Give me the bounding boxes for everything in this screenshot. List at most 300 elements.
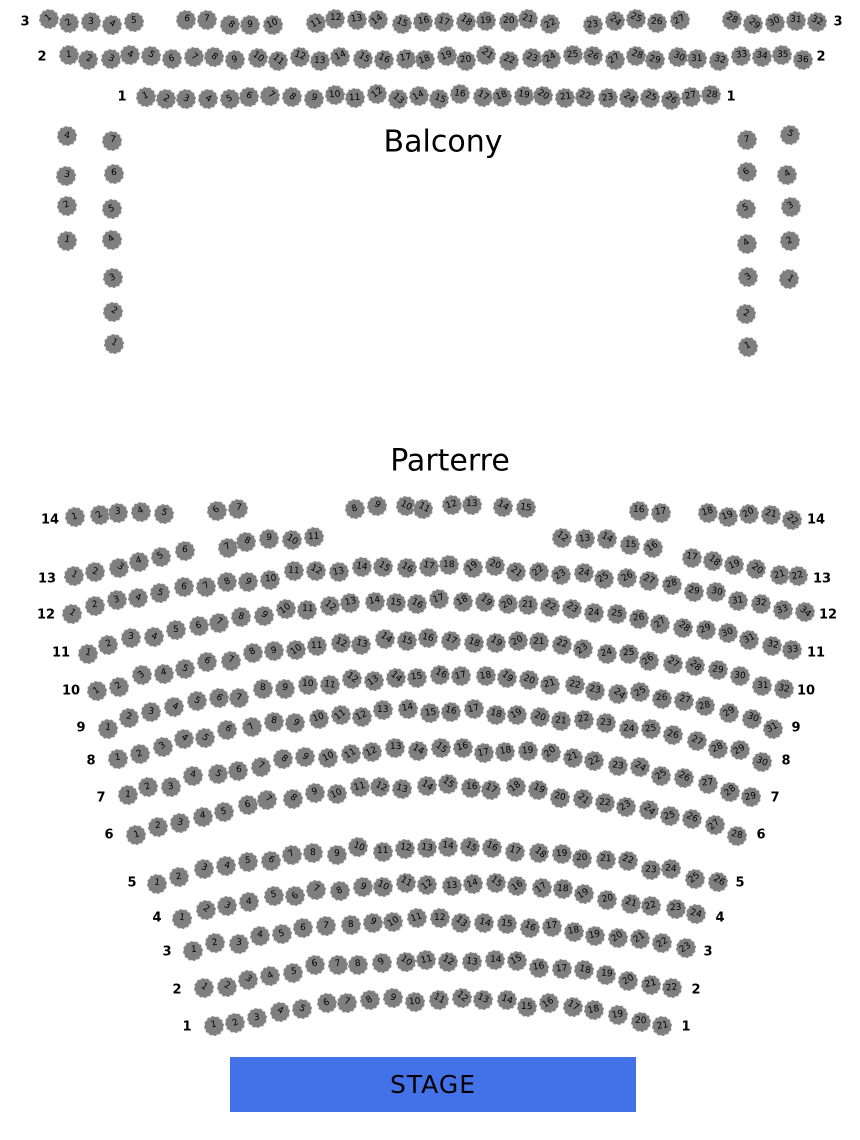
seat[interactable] — [225, 50, 245, 70]
seat[interactable] — [738, 267, 758, 287]
seat[interactable] — [552, 959, 572, 979]
seat[interactable] — [238, 852, 258, 872]
seat[interactable] — [605, 50, 625, 70]
seat[interactable] — [345, 499, 365, 519]
seat[interactable] — [264, 886, 284, 906]
seat[interactable] — [285, 886, 305, 906]
seat[interactable] — [375, 629, 395, 649]
seat[interactable] — [630, 682, 650, 702]
seat[interactable] — [621, 894, 641, 914]
seat[interactable] — [661, 90, 681, 110]
seat[interactable] — [304, 527, 324, 547]
seat[interactable] — [752, 47, 772, 67]
seat[interactable] — [476, 666, 496, 686]
seat[interactable] — [370, 777, 390, 797]
seat[interactable] — [248, 48, 268, 68]
seat[interactable] — [372, 953, 392, 973]
seat[interactable] — [727, 826, 747, 846]
seat[interactable] — [562, 599, 582, 619]
seat[interactable] — [264, 712, 284, 732]
seat[interactable] — [485, 950, 505, 970]
seat[interactable] — [708, 739, 728, 759]
seat[interactable] — [141, 702, 161, 722]
seat[interactable] — [309, 709, 329, 729]
seat[interactable] — [367, 496, 387, 516]
seat[interactable] — [56, 166, 76, 186]
seat[interactable] — [352, 557, 372, 577]
seat[interactable] — [174, 577, 194, 597]
seat[interactable] — [253, 679, 273, 699]
seat[interactable] — [57, 231, 77, 251]
seat[interactable] — [741, 787, 761, 807]
seat[interactable] — [608, 1005, 628, 1025]
seat[interactable] — [408, 741, 428, 761]
seat[interactable] — [85, 562, 105, 582]
seat[interactable] — [373, 700, 393, 720]
seat[interactable] — [661, 859, 681, 879]
seat[interactable] — [172, 909, 192, 929]
seat[interactable] — [353, 877, 373, 897]
seat[interactable] — [706, 582, 726, 602]
seat[interactable] — [506, 777, 526, 797]
seat[interactable] — [495, 742, 515, 762]
seat[interactable] — [251, 757, 271, 777]
seat[interactable] — [236, 532, 256, 552]
seat[interactable] — [429, 589, 449, 609]
seat[interactable] — [282, 530, 302, 550]
seat[interactable] — [520, 918, 540, 938]
seat[interactable] — [682, 548, 702, 568]
seat[interactable] — [687, 49, 707, 69]
seat[interactable] — [532, 878, 552, 898]
seat[interactable] — [217, 720, 237, 740]
seat[interactable] — [553, 879, 573, 899]
seat[interactable] — [131, 502, 151, 522]
seat[interactable] — [660, 806, 680, 826]
seat[interactable] — [676, 938, 696, 958]
seat[interactable] — [497, 990, 517, 1010]
seat[interactable] — [197, 652, 217, 672]
seat[interactable] — [780, 231, 800, 251]
seat[interactable] — [518, 741, 538, 761]
seat[interactable] — [476, 45, 496, 65]
seat[interactable] — [330, 47, 350, 67]
seat[interactable] — [516, 498, 536, 518]
seat[interactable] — [385, 738, 405, 758]
seat[interactable] — [57, 196, 77, 216]
seat[interactable] — [529, 843, 549, 863]
seat[interactable] — [737, 234, 757, 254]
seat[interactable] — [104, 334, 124, 354]
seat[interactable] — [183, 941, 203, 961]
seat[interactable] — [619, 88, 639, 108]
seat[interactable] — [529, 632, 549, 652]
seat[interactable] — [456, 51, 476, 71]
seat[interactable] — [305, 955, 325, 975]
seat[interactable] — [641, 719, 661, 739]
seat[interactable] — [451, 666, 471, 686]
seat[interactable] — [187, 691, 207, 711]
seat[interactable] — [268, 51, 288, 71]
seat[interactable] — [551, 711, 571, 731]
seat[interactable] — [518, 9, 538, 29]
seat[interactable] — [507, 876, 527, 896]
seat[interactable] — [685, 656, 705, 676]
seat[interactable] — [102, 15, 122, 35]
seat[interactable] — [574, 710, 594, 730]
seat[interactable] — [341, 744, 361, 764]
seat[interactable] — [331, 705, 351, 725]
seat[interactable] — [102, 230, 122, 250]
seat[interactable] — [608, 756, 628, 776]
seat[interactable] — [639, 651, 659, 671]
seat[interactable] — [541, 743, 561, 763]
seat[interactable] — [325, 85, 345, 105]
seat[interactable] — [98, 719, 118, 739]
seat[interactable] — [595, 793, 615, 813]
seat[interactable] — [102, 199, 122, 219]
seat[interactable] — [718, 507, 738, 527]
seat[interactable] — [539, 993, 559, 1013]
seat[interactable] — [107, 590, 127, 610]
seat[interactable] — [409, 86, 429, 106]
seat[interactable] — [751, 594, 771, 614]
seat[interactable] — [743, 14, 763, 34]
seat[interactable] — [552, 635, 572, 655]
seat[interactable] — [452, 988, 472, 1008]
seat[interactable] — [442, 876, 462, 896]
seat[interactable] — [209, 688, 229, 708]
seat[interactable] — [505, 842, 525, 862]
seat[interactable] — [273, 749, 293, 769]
seat[interactable] — [499, 12, 519, 32]
seat[interactable] — [207, 501, 227, 521]
seat[interactable] — [540, 14, 560, 34]
seat[interactable] — [687, 731, 707, 751]
seat[interactable] — [141, 46, 161, 66]
seat[interactable] — [474, 913, 494, 933]
seat[interactable] — [386, 593, 406, 613]
seat[interactable] — [763, 719, 783, 739]
seat[interactable] — [238, 970, 258, 990]
seat[interactable] — [290, 47, 310, 67]
seat[interactable] — [148, 817, 168, 837]
seat[interactable] — [563, 748, 583, 768]
seat[interactable] — [295, 747, 315, 767]
seat[interactable] — [639, 800, 659, 820]
seat[interactable] — [565, 675, 585, 695]
seat[interactable] — [283, 789, 303, 809]
seat[interactable] — [250, 926, 270, 946]
seat[interactable] — [752, 676, 772, 696]
seat[interactable] — [283, 963, 303, 983]
seat[interactable] — [441, 702, 461, 722]
seat[interactable] — [183, 766, 203, 786]
seat[interactable] — [293, 918, 313, 938]
seat[interactable] — [347, 10, 367, 30]
seat[interactable] — [121, 628, 141, 648]
seat[interactable] — [351, 635, 371, 655]
seat[interactable] — [584, 1000, 604, 1020]
seat[interactable] — [189, 616, 209, 636]
seat[interactable] — [225, 1013, 245, 1033]
seat[interactable] — [519, 670, 539, 690]
seat[interactable] — [641, 860, 661, 880]
seat[interactable] — [737, 162, 757, 182]
seat[interactable] — [340, 593, 360, 613]
seat[interactable] — [486, 633, 506, 653]
seat[interactable] — [101, 49, 121, 69]
seat[interactable] — [415, 50, 435, 70]
seat[interactable] — [670, 10, 690, 30]
seat[interactable] — [220, 15, 240, 35]
seat[interactable] — [138, 777, 158, 797]
seat[interactable] — [196, 900, 216, 920]
seat[interactable] — [325, 9, 345, 29]
seat[interactable] — [780, 125, 800, 145]
seat[interactable] — [616, 797, 636, 817]
seat[interactable] — [770, 565, 790, 585]
seat[interactable] — [626, 46, 646, 66]
seat[interactable] — [456, 12, 476, 32]
seat[interactable] — [650, 614, 670, 634]
seat[interactable] — [132, 665, 152, 685]
seat[interactable] — [239, 87, 259, 107]
seat[interactable] — [78, 50, 98, 70]
seat[interactable] — [437, 46, 457, 66]
seat[interactable] — [439, 555, 459, 575]
seat[interactable] — [238, 795, 258, 815]
seat[interactable] — [327, 845, 347, 865]
seat[interactable] — [392, 779, 412, 799]
seat[interactable] — [398, 699, 418, 719]
seat[interactable] — [731, 46, 751, 66]
seat[interactable] — [583, 15, 603, 35]
seat[interactable] — [730, 740, 750, 760]
seat[interactable] — [109, 677, 129, 697]
seat[interactable] — [176, 10, 196, 30]
seat[interactable] — [618, 971, 638, 991]
seat[interactable] — [564, 922, 584, 942]
seat[interactable] — [306, 880, 326, 900]
seat[interactable] — [752, 752, 772, 772]
seat[interactable] — [330, 881, 350, 901]
seat[interactable] — [647, 13, 667, 33]
seat[interactable] — [518, 595, 538, 615]
seat[interactable] — [272, 924, 292, 944]
seat[interactable] — [59, 45, 79, 65]
seat[interactable] — [367, 84, 387, 104]
seat[interactable] — [442, 495, 462, 515]
seat[interactable] — [597, 529, 617, 549]
seat[interactable] — [728, 591, 748, 611]
seat[interactable] — [686, 904, 706, 924]
seat[interactable] — [228, 499, 248, 519]
seat[interactable] — [563, 45, 583, 65]
seat[interactable] — [360, 990, 380, 1010]
seat[interactable] — [175, 659, 195, 679]
seat[interactable] — [396, 873, 416, 893]
seat[interactable] — [597, 890, 617, 910]
seat[interactable] — [514, 86, 534, 106]
seat[interactable] — [204, 1016, 224, 1036]
seat[interactable] — [129, 552, 149, 572]
seat[interactable] — [362, 742, 382, 762]
seat[interactable] — [220, 89, 240, 109]
seat[interactable] — [81, 12, 101, 32]
seat[interactable] — [154, 664, 174, 684]
seat[interactable] — [195, 728, 215, 748]
seat[interactable] — [498, 594, 518, 614]
seat[interactable] — [348, 837, 368, 857]
seat[interactable] — [316, 916, 336, 936]
seat[interactable] — [239, 892, 259, 912]
seat[interactable] — [413, 499, 433, 519]
seat[interactable] — [739, 504, 759, 524]
seat[interactable] — [573, 639, 593, 659]
seat[interactable] — [161, 777, 181, 797]
seat[interactable] — [438, 837, 458, 857]
seat[interactable] — [87, 681, 107, 701]
seat[interactable] — [541, 49, 561, 69]
seat[interactable] — [788, 566, 808, 586]
seat[interactable] — [417, 875, 437, 895]
seat[interactable] — [782, 510, 802, 530]
seat[interactable] — [420, 703, 440, 723]
seat[interactable] — [368, 10, 388, 30]
seat[interactable] — [119, 708, 139, 728]
seat[interactable] — [506, 562, 526, 582]
seat[interactable] — [240, 15, 260, 35]
seat[interactable] — [746, 559, 766, 579]
seat[interactable] — [162, 49, 182, 69]
seat[interactable] — [434, 12, 454, 32]
seat[interactable] — [779, 269, 799, 289]
seat[interactable] — [331, 633, 351, 653]
seat[interactable] — [652, 933, 672, 953]
seat[interactable] — [98, 635, 118, 655]
seat[interactable] — [124, 12, 144, 32]
seat[interactable] — [150, 583, 170, 603]
seat[interactable] — [318, 748, 338, 768]
seat[interactable] — [682, 809, 702, 829]
seat[interactable] — [497, 914, 517, 934]
seat[interactable] — [666, 899, 686, 919]
seat[interactable] — [594, 569, 614, 589]
seat[interactable] — [286, 640, 306, 660]
seat[interactable] — [196, 577, 216, 597]
seat[interactable] — [575, 87, 595, 107]
seat[interactable] — [396, 952, 416, 972]
seat[interactable] — [247, 1008, 267, 1028]
seat[interactable] — [218, 538, 238, 558]
seat[interactable] — [108, 749, 128, 769]
seat[interactable] — [395, 839, 415, 859]
seat[interactable] — [453, 738, 473, 758]
seat[interactable] — [65, 507, 85, 527]
seat[interactable] — [453, 592, 473, 612]
seat[interactable] — [497, 668, 517, 688]
seat[interactable] — [184, 47, 204, 67]
seat[interactable] — [574, 884, 594, 904]
seat[interactable] — [476, 11, 496, 31]
seat[interactable] — [407, 668, 427, 688]
seat[interactable] — [257, 790, 277, 810]
seat[interactable] — [626, 9, 646, 29]
seat[interactable] — [762, 636, 782, 656]
seat[interactable] — [198, 89, 218, 109]
seat[interactable] — [508, 631, 528, 651]
seat[interactable] — [620, 535, 640, 555]
seat[interactable] — [275, 679, 295, 699]
seat[interactable] — [528, 780, 548, 800]
seat[interactable] — [607, 604, 627, 624]
seat[interactable] — [345, 88, 365, 108]
seat[interactable] — [305, 783, 325, 803]
seat[interactable] — [383, 988, 403, 1008]
seat[interactable] — [102, 131, 122, 151]
seat[interactable] — [120, 45, 140, 65]
seat[interactable] — [337, 993, 357, 1013]
seat[interactable] — [674, 691, 694, 711]
seat[interactable] — [264, 641, 284, 661]
seat[interactable] — [90, 505, 110, 525]
seat[interactable] — [59, 13, 79, 33]
seat[interactable] — [242, 717, 262, 737]
seat[interactable] — [431, 738, 451, 758]
seat[interactable] — [306, 561, 326, 581]
seat[interactable] — [486, 873, 506, 893]
seat[interactable] — [350, 777, 370, 797]
seat[interactable] — [386, 668, 406, 688]
seat[interactable] — [574, 960, 594, 980]
seat[interactable] — [341, 915, 361, 935]
seat[interactable] — [597, 644, 617, 664]
seat[interactable] — [342, 669, 362, 689]
seat[interactable] — [136, 87, 156, 107]
seat[interactable] — [738, 337, 758, 357]
seat[interactable] — [176, 89, 196, 109]
seat[interactable] — [782, 640, 802, 660]
seat[interactable] — [529, 562, 549, 582]
seat[interactable] — [78, 644, 98, 664]
seat[interactable] — [229, 688, 249, 708]
seat[interactable] — [221, 651, 241, 671]
seat[interactable] — [156, 89, 176, 109]
seat[interactable] — [701, 85, 721, 105]
seat[interactable] — [517, 997, 537, 1017]
seat[interactable] — [62, 604, 82, 624]
seat[interactable] — [631, 1012, 651, 1032]
seat[interactable] — [463, 874, 483, 894]
seat[interactable] — [585, 681, 605, 701]
seat[interactable] — [596, 965, 616, 985]
seat[interactable] — [284, 561, 304, 581]
seat[interactable] — [413, 12, 433, 32]
seat[interactable] — [153, 737, 173, 757]
seat[interactable] — [441, 631, 461, 651]
seat[interactable] — [392, 14, 412, 34]
seat[interactable] — [596, 713, 616, 733]
seat[interactable] — [430, 908, 450, 928]
seat[interactable] — [462, 495, 482, 515]
seat[interactable] — [563, 997, 583, 1017]
seat[interactable] — [430, 665, 450, 685]
seat[interactable] — [736, 199, 756, 219]
seat[interactable] — [652, 1016, 672, 1036]
seat[interactable] — [270, 1002, 290, 1022]
seat[interactable] — [373, 557, 393, 577]
